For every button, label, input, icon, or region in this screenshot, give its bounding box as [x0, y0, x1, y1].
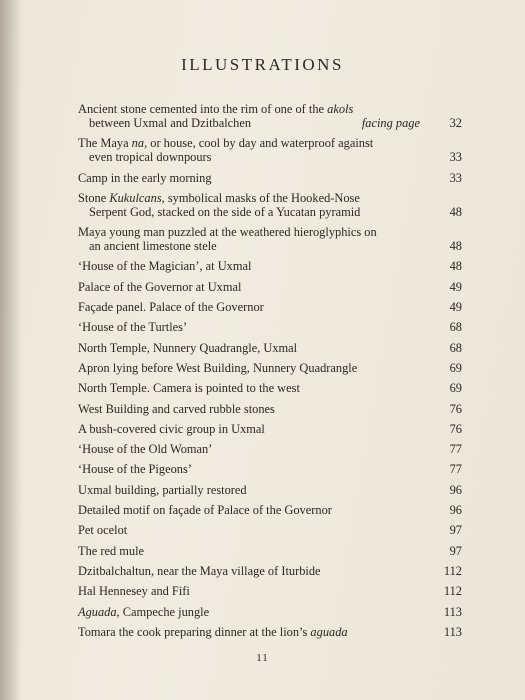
entry-caption: Apron lying before West Building, Nunnery Quadrangle	[78, 360, 358, 375]
list-item	[78, 136, 462, 164]
list-item	[78, 605, 462, 619]
entry-caption: West Building and carved rubble stones	[78, 401, 275, 416]
list-item	[78, 361, 462, 375]
entry-caption: Camp in the early morning	[78, 170, 212, 185]
illustrations-list	[78, 102, 462, 645]
entry-caption: Aguada, Campeche jungle	[78, 604, 210, 619]
page-number: 49	[449, 279, 462, 294]
list-item	[78, 320, 462, 334]
page-number: 97	[449, 543, 462, 558]
page-number: 33	[449, 170, 462, 185]
list-item	[78, 300, 462, 314]
page-number: 113	[443, 604, 462, 619]
entry-caption: North Temple, Nunnery Quadrangle, Uxmal	[78, 340, 298, 355]
page-number: 97	[449, 523, 462, 538]
entry-caption: Stone Kukulcans, symbolical masks of the Hooked-Nose Serpent God, stacked on the side of a Yucatan pyramid	[78, 190, 361, 219]
page-number: 48	[449, 239, 462, 254]
list-item	[78, 584, 462, 598]
list-item	[78, 564, 462, 578]
list-item	[78, 503, 462, 517]
entry-caption: Dzitbalchaltun, near the Maya village of Iturbide	[78, 563, 321, 578]
folio-page-number: 11	[256, 652, 269, 664]
entry-caption: ‘House of the Pigeons’	[78, 462, 192, 477]
entry-caption: A bush-covered civic group in Uxmal	[78, 421, 265, 436]
list-item	[78, 625, 462, 639]
entry-caption: Palace of the Governor at Uxmal	[78, 279, 242, 294]
list-item	[78, 442, 462, 456]
list-item	[78, 544, 462, 558]
page-number: 112	[443, 584, 462, 599]
list-item	[78, 402, 462, 416]
list-item	[78, 171, 462, 185]
entry-caption: Uxmal building, partially restored	[78, 482, 247, 497]
list-item	[78, 102, 462, 130]
list-item	[78, 191, 462, 219]
entry-caption: Tomara the cook preparing dinner at the lion’s aguada	[78, 624, 348, 639]
page-number: 113	[443, 624, 462, 639]
page-heading: ILLUSTRATIONS	[181, 55, 344, 74]
entry-caption: Hal Hennesey and Fifi	[78, 584, 190, 599]
spine-shadow	[0, 0, 22, 700]
page-number: 33	[449, 150, 462, 165]
page-number: 77	[449, 462, 462, 477]
list-item	[78, 523, 462, 537]
list-item	[78, 422, 462, 436]
facing-page-label: facing page	[361, 116, 420, 130]
page-number: 48	[449, 259, 462, 274]
entry-caption: ‘House of the Old Woman’	[78, 442, 213, 457]
page-number: 76	[449, 401, 462, 416]
page-number: 68	[449, 340, 462, 355]
entry-caption: Ancient stone cemented into the rim of one of the akols between Uxmal and Dzitbalchen facing page	[78, 102, 420, 130]
page-number: 49	[449, 300, 462, 315]
page-number: 69	[449, 360, 462, 375]
page-number: 32	[449, 116, 462, 130]
entry-caption: ‘House of the Magician’, at Uxmal	[78, 259, 252, 274]
page-number: 76	[449, 421, 462, 436]
page-number: 68	[449, 320, 462, 335]
entry-caption: Detailed motif on façade of Palace of the Governor	[78, 503, 332, 518]
page-number: 69	[449, 381, 462, 396]
entry-caption: Maya young man puzzled at the weathered hieroglyphics on an ancient limestone stele	[78, 225, 377, 254]
list-item	[78, 483, 462, 497]
list-item	[78, 341, 462, 355]
list-item	[78, 381, 462, 395]
page-number: 77	[449, 442, 462, 457]
entry-caption: ‘House of the Turtles’	[78, 320, 188, 335]
list-item	[78, 280, 462, 294]
page-number: 96	[449, 482, 462, 497]
list-item	[78, 462, 462, 476]
page-number: 112	[443, 563, 462, 578]
page-number: 96	[449, 503, 462, 518]
list-item	[78, 225, 462, 253]
entry-caption: Façade panel. Palace of the Governor	[78, 300, 264, 315]
list-item	[78, 259, 462, 273]
entry-caption: Pet ocelot	[78, 523, 128, 538]
entry-caption: The Maya na, or house, cool by day and waterproof against even tropical downpours	[78, 136, 374, 165]
page-number: 48	[449, 204, 462, 219]
entry-caption: North Temple. Camera is pointed to the west	[78, 381, 300, 396]
entry-caption: The red mule	[78, 543, 145, 558]
